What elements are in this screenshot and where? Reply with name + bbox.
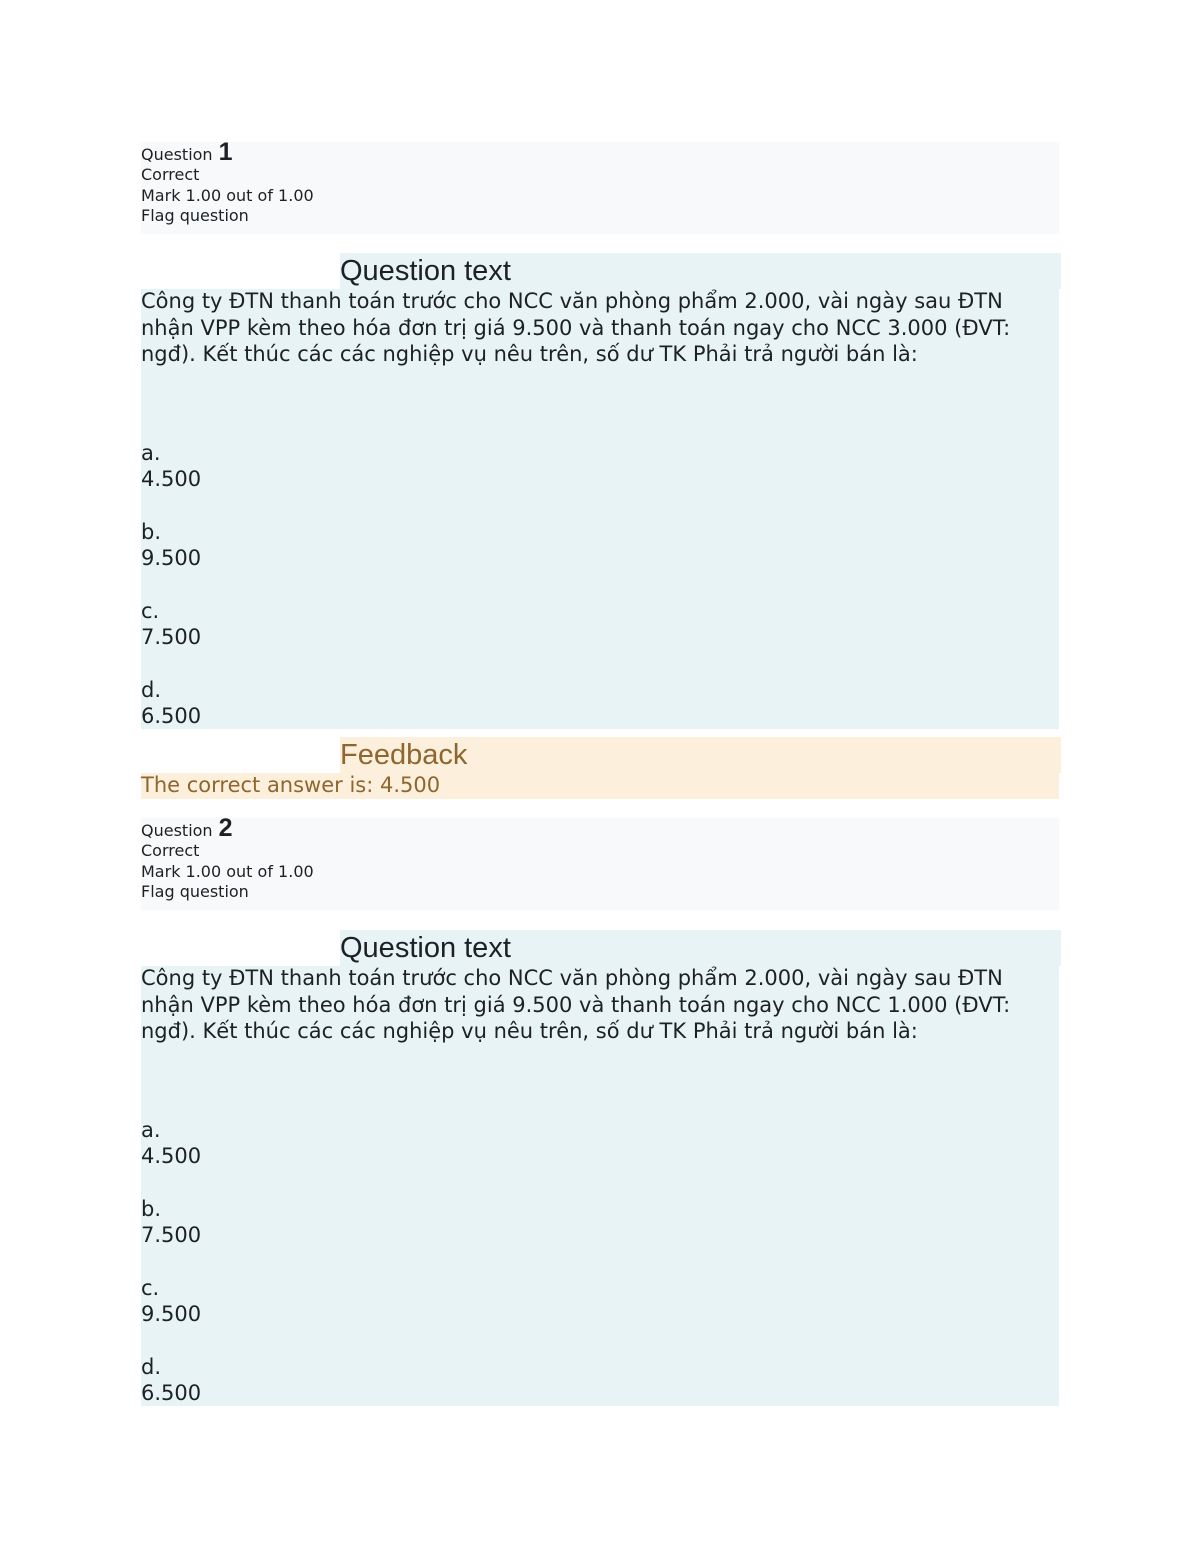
question-label: Question (141, 145, 213, 164)
question-text: Công ty ĐTN thanh toán trước cho NCC văn phòng phẩm 2.000, vài ngày sau ĐTN nhận VPP kèm theo hóa đơn trị giá 9.500 và thanh toán ngay cho NCC 3.000 (ĐVT: ngđ). Kết thúc các các nghiệp vụ nêu trên, số dư TK Phải trả người bán là: (141, 289, 1011, 366)
question-number: 2 (218, 814, 233, 842)
question-1-info (141, 138, 1059, 234)
answer-letter: b. (141, 520, 162, 544)
question-text-heading: Question text (340, 930, 1061, 966)
answer-letter: d. (141, 678, 162, 702)
answer-letter: d. (141, 1355, 162, 1379)
flag-question-link[interactable]: Flag question (141, 206, 249, 225)
answer-option-d[interactable] (141, 1354, 741, 1433)
answer-letter: b. (141, 1197, 162, 1221)
answer-letter: a. (141, 1118, 161, 1142)
question-number: 1 (218, 138, 233, 166)
question-1-feedback (141, 737, 1059, 799)
answer-value: 9.500 (141, 1302, 202, 1326)
flag-question-link[interactable]: Flag question (141, 882, 249, 901)
answer-value: 9.500 (141, 546, 202, 570)
answer-value: 6.500 (141, 704, 202, 728)
question-1-content (141, 253, 1059, 729)
question-2-info (141, 814, 1059, 910)
question-label: Question (141, 821, 213, 840)
answer-value: 4.500 (141, 467, 202, 491)
answer-letter: c. (141, 599, 160, 623)
question-2-content (141, 930, 1059, 1406)
answer-list (141, 440, 741, 756)
answer-option-b[interactable] (141, 1196, 741, 1275)
answer-option-b[interactable] (141, 519, 741, 598)
feedback-heading: Feedback (340, 737, 1061, 773)
question-state: Correct (141, 841, 200, 860)
question-text-heading: Question text (340, 253, 1061, 289)
answer-letter: a. (141, 441, 161, 465)
question-state: Correct (141, 165, 200, 184)
answer-value: 4.500 (141, 1144, 202, 1168)
question-mark: Mark 1.00 out of 1.00 (141, 861, 314, 881)
answer-option-a[interactable] (141, 440, 741, 519)
feedback-text: The correct answer is: 4.500 (141, 773, 441, 797)
answer-option-a[interactable] (141, 1117, 741, 1196)
answer-value: 7.500 (141, 1223, 202, 1247)
answer-list (141, 1117, 741, 1433)
answer-letter: c. (141, 1276, 160, 1300)
answer-value: 6.500 (141, 1381, 202, 1405)
question-text: Công ty ĐTN thanh toán trước cho NCC văn phòng phẩm 2.000, vài ngày sau ĐTN nhận VPP kèm theo hóa đơn trị giá 9.500 và thanh toán ngay cho NCC 1.000 (ĐVT: ngđ). Kết thúc các các nghiệp vụ nêu trên, số dư TK Phải trả người bán là: (141, 966, 1011, 1043)
answer-option-c[interactable] (141, 1275, 741, 1354)
question-mark: Mark 1.00 out of 1.00 (141, 185, 314, 205)
answer-value: 7.500 (141, 625, 202, 649)
answer-option-c[interactable] (141, 598, 741, 677)
